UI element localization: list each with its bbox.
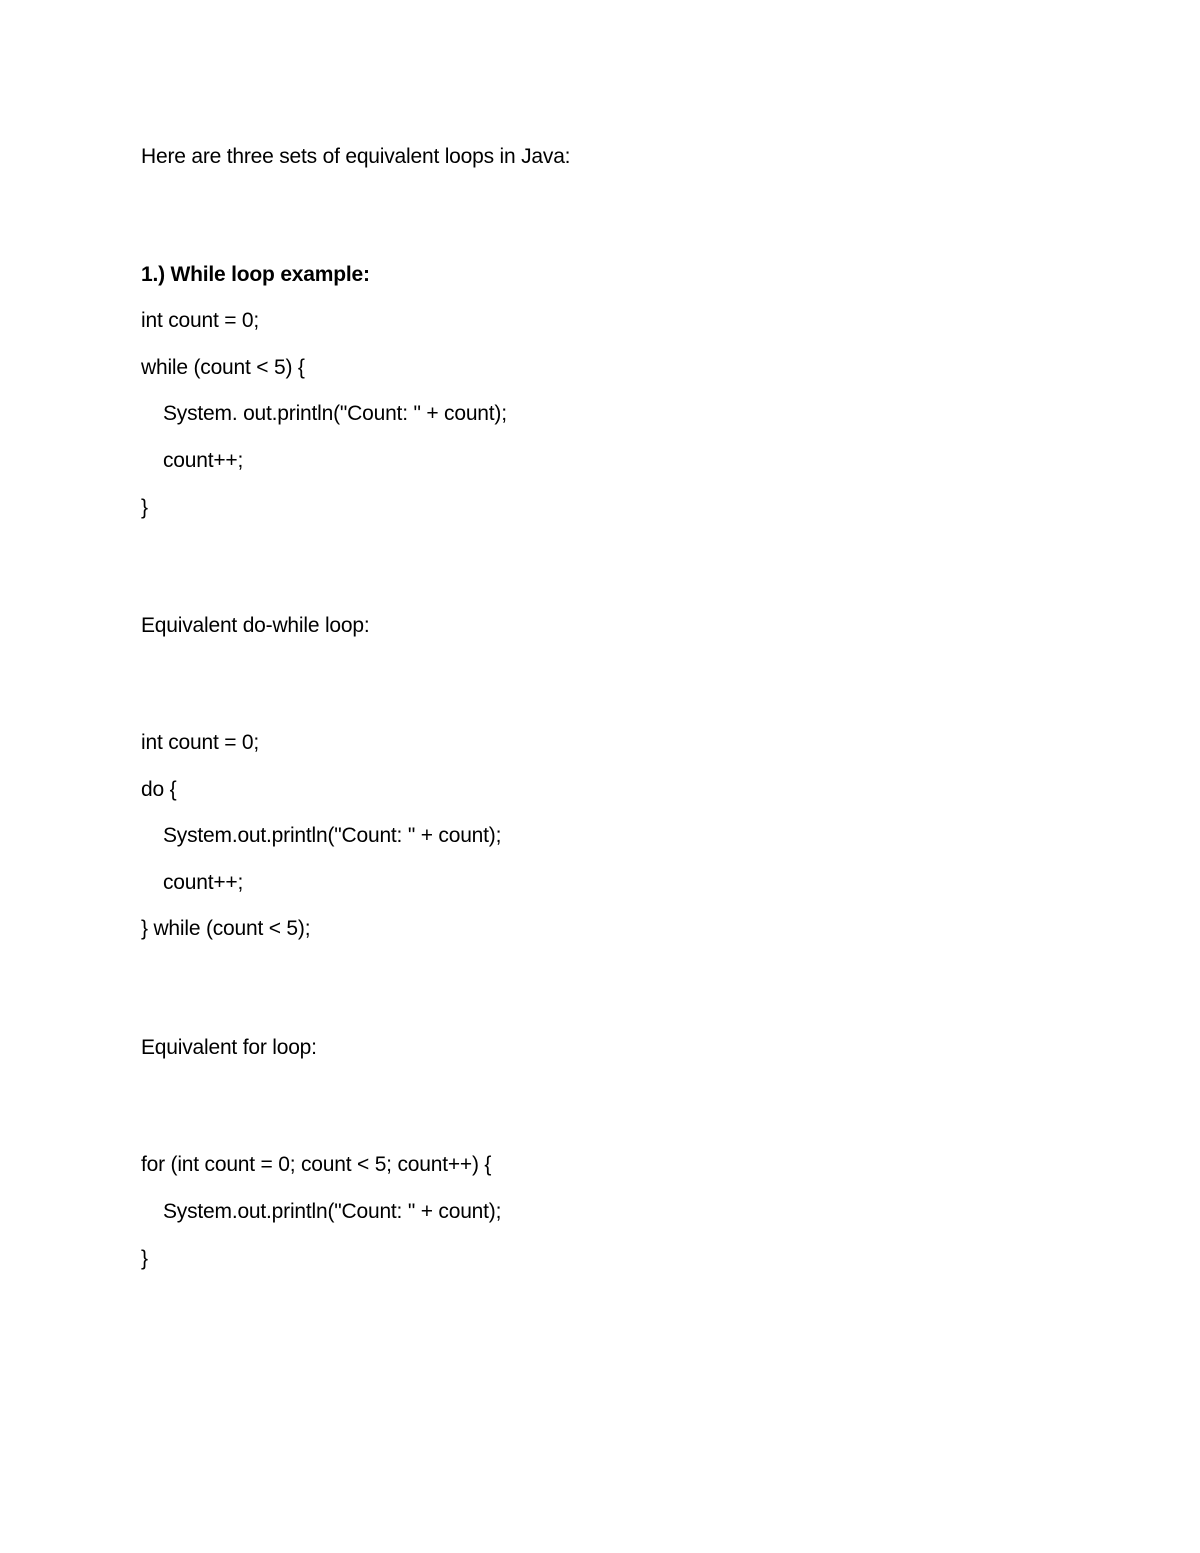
code-line: }	[141, 496, 148, 519]
code-line: for (int count = 0; count < 5; count++) {	[141, 1153, 492, 1176]
code-line: do {	[141, 778, 177, 801]
code-line: int count = 0;	[141, 731, 260, 754]
code-line: count++;	[163, 449, 244, 472]
section1-heading: 1.) While loop example:	[141, 263, 370, 286]
code-line: count++;	[163, 871, 244, 894]
code-line: int count = 0;	[141, 309, 260, 332]
section2-heading: Equivalent do-while loop:	[141, 614, 370, 637]
code-line: System. out.println("Count: " + count);	[163, 402, 507, 425]
code-line: while (count < 5) {	[141, 356, 305, 379]
code-line: System.out.println("Count: " + count);	[163, 824, 502, 847]
intro-text: Here are three sets of equivalent loops in Java:	[141, 145, 571, 168]
code-line: System.out.println("Count: " + count);	[163, 1200, 502, 1223]
code-line: } while (count < 5);	[141, 917, 311, 940]
code-line: }	[141, 1247, 148, 1270]
section3-heading: Equivalent for loop:	[141, 1036, 317, 1059]
